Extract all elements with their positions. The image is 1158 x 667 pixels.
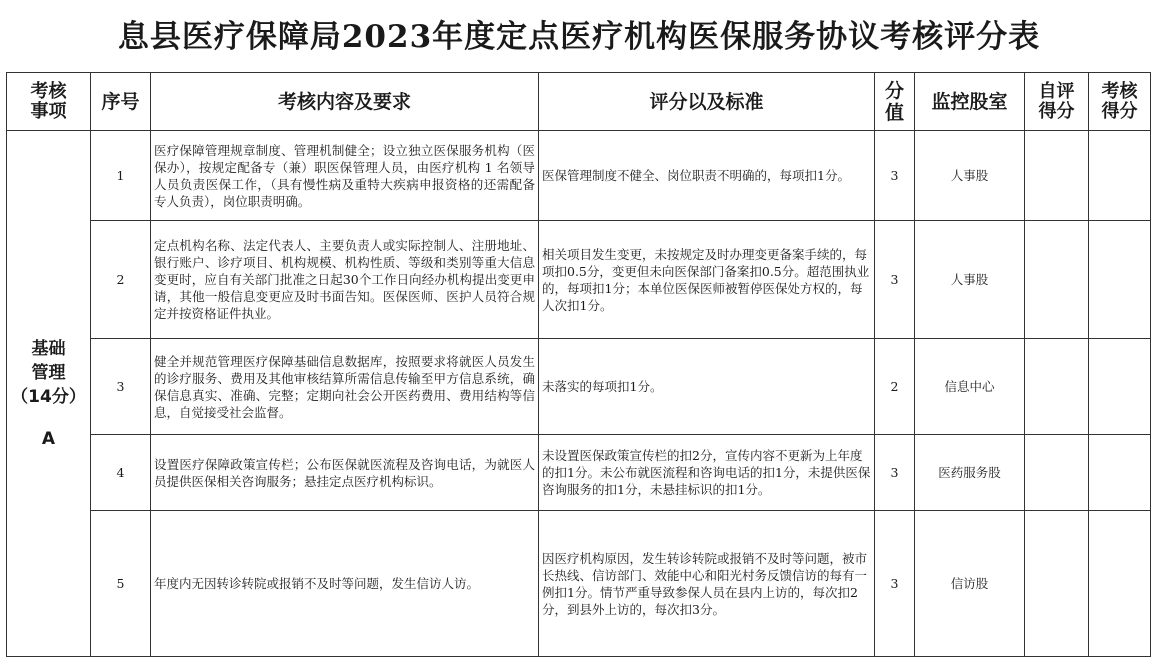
row-standard: 相关项目发生变更，未按规定及时办理变更备案手续的，每项扣0.5分，变更但未向医保部门备案扣0.5分。超范围执业的，每项扣1分；本单位医保医师被暂停医保处方权的，每人次扣1分。: [539, 221, 875, 339]
table-row: [7, 221, 1151, 339]
row-assess-score[interactable]: [1089, 435, 1151, 511]
row-seq: 3: [91, 339, 151, 435]
row-self-score[interactable]: [1025, 221, 1089, 339]
row-points: 3: [875, 511, 915, 657]
header-standard: 评分以及标准: [539, 73, 875, 131]
header-assess-score: 考核 得分: [1089, 73, 1151, 131]
row-points: 3: [875, 131, 915, 221]
header-row: [7, 73, 1151, 131]
row-points: 3: [875, 221, 915, 339]
category-points: （14分）: [11, 386, 86, 407]
header-dept: 监控股室: [915, 73, 1025, 131]
category-grade: A: [41, 428, 56, 449]
row-dept: 人事股: [915, 221, 1025, 339]
row-dept: 医药服务股: [915, 435, 1025, 511]
header-self-score: 自评 得分: [1025, 73, 1089, 131]
category-cell: [7, 131, 91, 657]
row-dept: 信息中心: [915, 339, 1025, 435]
row-assess-score[interactable]: [1089, 221, 1151, 339]
row-self-score[interactable]: [1025, 339, 1089, 435]
row-assess-score[interactable]: [1089, 131, 1151, 221]
assessment-table: [6, 72, 1151, 657]
header-seq: 序号: [91, 73, 151, 131]
table-row: [7, 131, 1151, 221]
row-standard: 因医疗机构原因，发生转诊转院或报销不及时等问题，被市长热线、信访部门、效能中心和阳光村务反馈信访的每有一例扣1分。情节严重导致参保人员在县内上访的，每次扣2分，到县外上访的，每次扣3分。: [539, 511, 875, 657]
header-content: 考核内容及要求: [151, 73, 539, 131]
row-self-score[interactable]: [1025, 511, 1089, 657]
row-seq: 1: [91, 131, 151, 221]
row-self-score[interactable]: [1025, 131, 1089, 221]
row-seq: 4: [91, 435, 151, 511]
row-dept: 信访股: [915, 511, 1025, 657]
row-content: 健全并规范管理医疗保障基础信息数据库，按照要求将就医人员发生的诊疗服务、费用及其他审核结算所需信息传输至甲方信息系统，确保信息真实、准确、完整；定期向社会公开医药费用、费用结构等信息，自觉接受社会监督。: [151, 339, 539, 435]
row-standard: 未设置医保政策宣传栏的扣2分，宣传内容不更新为上年度的扣1分。未公布就医流程和咨询电话的扣1分，未提供医保咨询服务的扣1分，未悬挂标识的扣1分。: [539, 435, 875, 511]
row-standard: 未落实的每项扣1分。: [539, 339, 875, 435]
row-content: 定点机构名称、法定代表人、主要负责人或实际控制人、注册地址、银行账户、诊疗项目、机构规模、机构性质、等级和类别等重大信息变更时，应自有关部门批准之日起30个工作日向经办机构提出变更申请，其他一般信息变更应及时书面告知。医保医师、医护人员符合规定并按资格证件执业。: [151, 221, 539, 339]
row-dept: 人事股: [915, 131, 1025, 221]
row-assess-score[interactable]: [1089, 511, 1151, 657]
row-assess-score[interactable]: [1089, 339, 1151, 435]
header-points: 分值: [875, 73, 915, 131]
row-standard: 医保管理制度不健全、岗位职责不明确的，每项扣1分。: [539, 131, 875, 221]
row-self-score[interactable]: [1025, 435, 1089, 511]
header-category: 考核 事项: [7, 73, 91, 131]
table-row: [7, 435, 1151, 511]
row-content: 设置医疗保障政策宣传栏；公布医保就医流程及咨询电话，为就医人员提供医保相关咨询服务；悬挂定点医疗机构标识。: [151, 435, 539, 511]
table-row: [7, 339, 1151, 435]
row-seq: 5: [91, 511, 151, 657]
row-points: 2: [875, 339, 915, 435]
row-seq: 2: [91, 221, 151, 339]
page-title: 息县医疗保障局2023年度定点医疗机构医保服务协议考核评分表: [117, 19, 1041, 55]
row-content: 年度内无因转诊转院或报销不及时等问题，发生信访人访。: [151, 511, 539, 657]
table-row: [7, 511, 1151, 657]
row-content: 医疗保障管理规章制度、管理机制健全；设立独立医保服务机构（医保办），按规定配备专（兼）职医保管理人员，由医疗机构 1 名领导人员负责医保工作，（具有慢性病及重特大疾病申报资格的还需配备专人负责），岗位职责明确。: [151, 131, 539, 221]
category-name: 基础 管理: [31, 338, 66, 383]
row-points: 3: [875, 435, 915, 511]
